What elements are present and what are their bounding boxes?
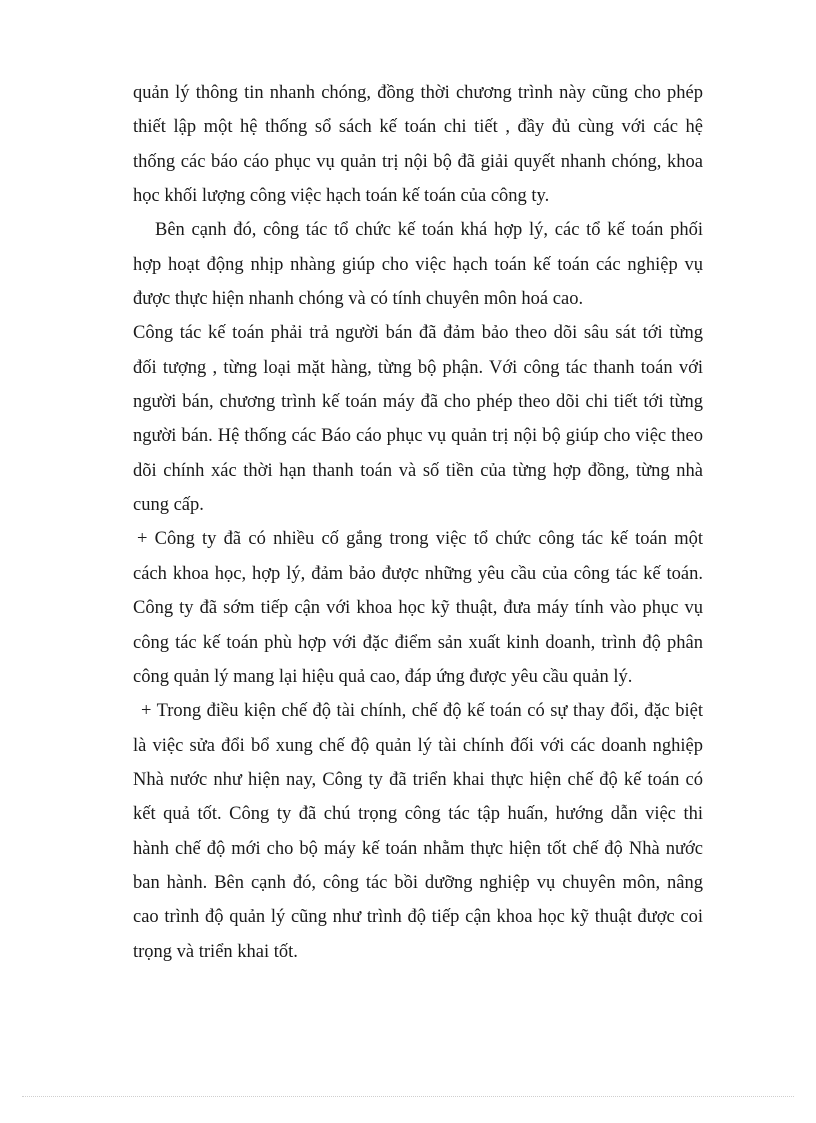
text-line: trọng và triển khai tốt. [133,941,298,962]
text-line: Nhà nước như hiện nay, Công ty đã triển khai thực hiện chế độ kế toán có [133,769,703,790]
body-text [133,76,703,969]
text-line: Công tác kế toán phải trả người bán đã đảm bảo theo dõi sâu sát tới từng [133,323,703,344]
text-line: ban hành. Bên cạnh đó, công tác bồi dưỡng nghiệp vụ chuyên môn, nâng [133,872,703,893]
text-line: quản lý thông tin nhanh chóng, đồng thời chương trình này cũng cho phép [133,83,703,103]
text-line: thiết lập một hệ thống sổ sách kế toán chi tiết , đầy đủ cùng với các hệ [133,117,703,138]
text-line: + Trong điều kiện chế độ tài chính, chế độ kế toán có sự thay đổi, đặc biệt [141,701,703,722]
text-line: học khối lượng công việc hạch toán kế toán của công ty. [133,186,550,207]
text-line: Bên cạnh đó, công tác tổ chức kế toán khá hợp lý, các tổ kế toán phối [155,220,703,241]
text-line: dõi chính xác thời hạn thanh toán và số tiền của từng hợp đồng, từng nhà [133,460,703,481]
text-line: đối tượng , từng loại mặt hàng, từng bộ phận. Với công tác thanh toán với [133,357,703,378]
text-line: hợp hoạt động nhịp nhàng giúp cho việc hạch toán kế toán các nghiệp vụ [133,254,703,275]
text-line: kết quả tốt. Công ty đã chú trọng công tác tập huấn, hướng dẫn việc thi [133,804,703,825]
text-line: thống các báo cáo phục vụ quản trị nội bộ đã giải quyết nhanh chóng, khoa [133,151,703,172]
text-line: cung cấp. [133,495,204,516]
text-line: người bán. Hệ thống các Báo cáo phục vụ quản trị nội bộ giúp cho việc theo [133,426,703,447]
page-bottom-border [22,1096,794,1097]
text-line: công tác kế toán phù hợp với đặc điểm sản xuất kinh doanh, trình độ phân [133,632,703,653]
text-line: cao trình độ quản lý cũng như trình độ tiếp cận khoa học kỹ thuật được coi [133,907,703,928]
text-line: Công ty đã sớm tiếp cận với khoa học kỹ thuật, đưa máy tính vào phục vụ [133,598,703,619]
text-line: người bán, chương trình kế toán máy đã cho phép theo dõi chi tiết tới từng [133,392,703,413]
text-line: công quản lý mang lại hiệu quả cao, đáp ứng được yêu cầu quản lý. [133,666,633,687]
text-line: + Công ty đã có nhiều cố gắng trong việc tổ chức công tác kế toán một [137,529,703,550]
text-line: là việc sửa đổi bổ xung chế độ quản lý tài chính đối với các doanh nghiệp [133,735,703,756]
text-line: cách khoa học, hợp lý, đảm bảo được những yêu cầu của công tác kế toán. [133,563,703,584]
text-line: hành chế độ mới cho bộ máy kế toán nhằm thực hiện tốt chế độ Nhà nước [133,838,703,859]
text-line: được thực hiện nhanh chóng và có tính chuyên môn hoá cao. [133,289,584,310]
